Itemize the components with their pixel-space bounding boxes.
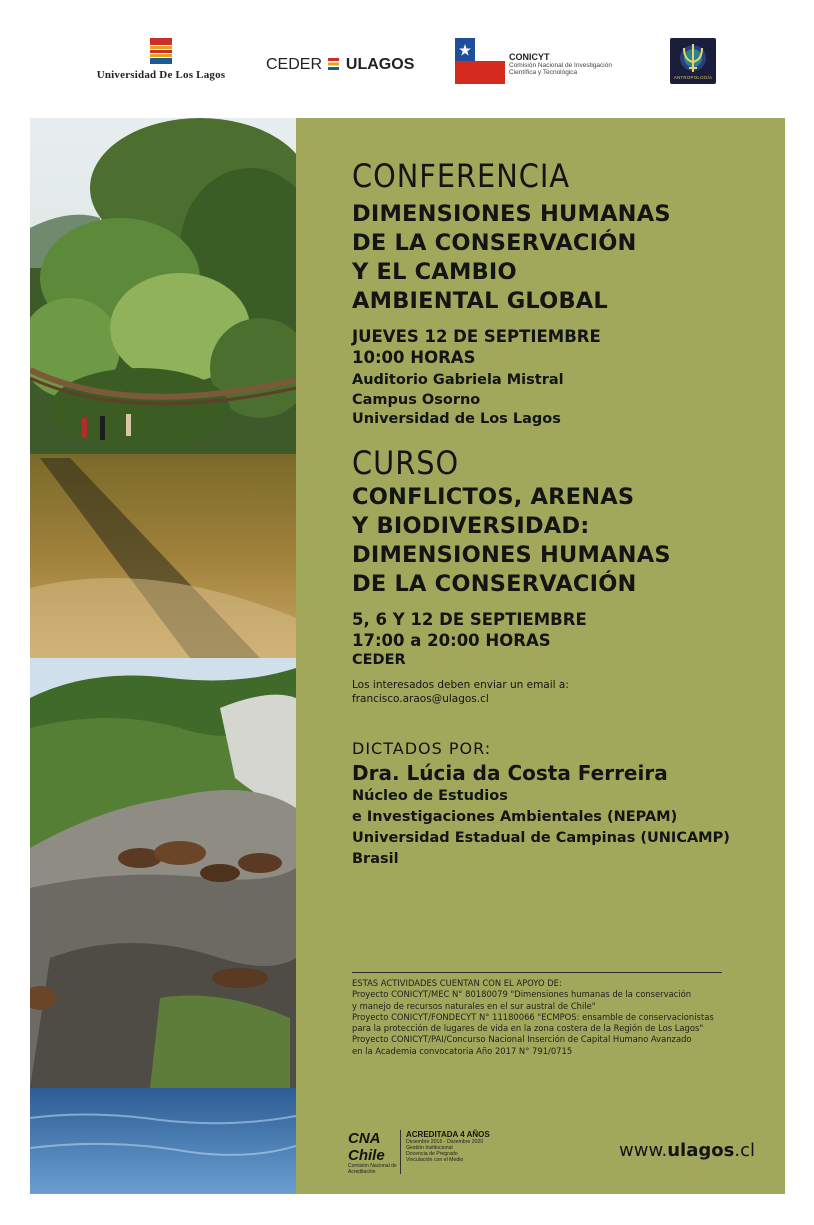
info-panel [296,118,785,1194]
logo-header [0,0,814,118]
antropologia-logo [670,38,716,84]
conference-title-line: Y EL CAMBIO [352,259,517,285]
accreditation-area: Gestión Institucional [406,1145,453,1151]
conference-title-line: DIMENSIONES HUMANAS [352,201,671,227]
conference-title-line: DE LA CONSERVACIÓN [352,230,637,256]
cna-mark: CNA Chile [348,1130,385,1164]
conicyt-logo [455,38,635,84]
accreditation-badge [348,1130,548,1174]
course-title-line: DE LA CONSERVACIÓN [352,570,637,597]
website-link[interactable] [619,1140,755,1161]
conicyt-subtitle: Comisión Nacional de Investigación Científica y Tecnológica [509,62,612,76]
conference-location-line: Universidad de Los Lagos [352,411,561,427]
speaker-label: DICTADOS POR: [352,739,492,758]
ulagos-logo [96,38,226,81]
course-date: 5, 6 Y 12 DE SEPTIEMBRE [352,609,587,629]
conference-date: JUEVES 12 DE SEPTIEMBRE [352,327,601,346]
conference-location-line: Campus Osorno [352,391,481,408]
course-title-line: DIMENSIONES HUMANAS [352,541,671,568]
contact-note: Los interesados deben enviar un email a: [352,679,569,691]
accreditation-title: ACREDITADA 4 AÑOS [406,1130,490,1139]
ulagos-name: Universidad De Los Lagos [96,69,226,81]
speaker-name: Dra. Lúcia da Costa Ferreira [352,761,668,785]
accreditation-area: Vinculación con el Medio [406,1157,464,1163]
conference-time: 10:00 HORAS [352,348,476,367]
speaker-affiliation-line: Núcleo de Estudios [352,788,508,804]
support-line: Proyecto CONICYT/FONDECYT N° 11180066 "ECMPOS: ensamble de conservacionistas [352,1011,714,1022]
website-prefix: www. [619,1140,668,1161]
support-line: Proyecto CONICYT/MEC N° 80180079 "Dimensiones humanas de la conservación [352,989,692,1000]
speaker-affiliation-line: Brasil [352,851,399,867]
cna-logo [348,1130,398,1174]
course-title-line: CONFLICTOS, ARENAS [352,483,635,510]
speaker-affiliation-line: e Investigaciones Ambientales (NEPAM) [352,809,678,825]
support-block [352,978,742,1057]
cna-org: Comisión Nacional de Acreditación [348,1163,397,1175]
ceder-prefix: CEDER [266,56,323,73]
support-line: en la Academia convocatoria Año 2017 N° 791/0715 [352,1045,573,1056]
stripes-icon [328,58,339,70]
photo-jungle-bridge [30,118,296,658]
support-line: para la protección de lugares de vida en la zona costera de la Región de Los Lagos" [352,1023,704,1034]
course-title-line: Y BIODIVERSIDAD: [352,512,590,539]
divider [352,972,722,973]
ceder-ulagos-logo [266,56,414,74]
ulagos-flag-icon [150,38,172,64]
accreditation-period: Diciembre 2016 - Diciembre 2020 [406,1139,484,1145]
support-line: ESTAS ACTIVIDADES CUENTAN CON EL APOYO DE: [352,978,562,988]
speaker-affiliation-line: Universidad Estadual de Campinas (UNICAMP) [352,830,730,846]
support-line: Proyecto CONICYT/PAI/Concurso Nacional Inserción de Capital Humano Avanzado [352,1034,692,1045]
website-domain: ulagos [667,1140,735,1161]
antro-label: ANTROPOLOGÍA [673,75,713,80]
conference-location-line: Auditorio Gabriela Mistral [352,372,564,388]
accreditation-separator [400,1130,401,1174]
conference-label: CONFERENCIA [352,157,571,195]
course-location: CEDER [352,651,406,668]
support-line: y manejo de recursos naturales en el sur austral de Chile" [352,1000,596,1011]
course-label: CURSO [352,443,460,482]
conicyt-title: CONICYT [509,52,550,62]
photo-sea-lions [30,658,296,1194]
website-suffix: .cl [734,1140,755,1161]
ceder-suffix: ULAGOS [345,56,415,73]
conicyt-flag-icon [455,38,505,84]
conference-title-line: AMBIENTAL GLOBAL [352,288,608,314]
accreditation-area: Docencia de Pregrado [406,1151,458,1157]
course-time: 17:00 a 20:00 HORAS [352,630,551,650]
contact-email[interactable]: francisco.araos@ulagos.cl [352,693,489,705]
